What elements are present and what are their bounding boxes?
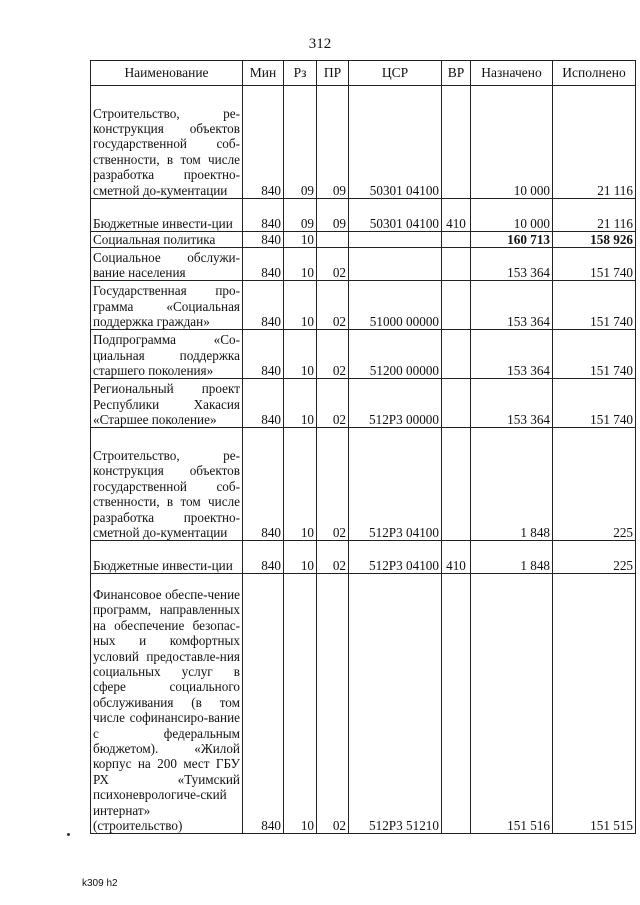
table-header-row	[91, 61, 636, 86]
cell-pr: 09	[317, 199, 349, 232]
cell-pr: 02	[317, 379, 349, 428]
header-rz: Рз	[284, 61, 317, 86]
cell-name: Строительство, ре-конструкция объектов государственной соб-ственности, в том числе разработка проектно-сметной до-кументации	[91, 86, 243, 199]
cell-min: 840	[243, 330, 284, 379]
table-row	[91, 281, 636, 330]
table-row	[91, 248, 636, 281]
cell-executed: 151 515	[553, 574, 636, 834]
cell-name: Государственная про-грамма «Социальная поддержка граждан»	[91, 281, 243, 330]
cell-min: 840	[243, 541, 284, 574]
cell-pr: 09	[317, 86, 349, 199]
cell-csr	[349, 232, 442, 248]
cell-rz: 10	[284, 541, 317, 574]
cell-csr: 50301 04100	[349, 86, 442, 199]
cell-name: Строительство, ре-конструкция объектов государственной соб-ственности, в том числе разработка проектно-сметной до-кументации	[91, 428, 243, 541]
cell-csr	[349, 248, 442, 281]
cell-csr: 512Р3 51210	[349, 574, 442, 834]
table-row	[91, 574, 636, 834]
cell-name: Подпрограмма «Со-циальная поддержка старшего поколения»	[91, 330, 243, 379]
cell-pr: 02	[317, 574, 349, 834]
cell-rz: 09	[284, 199, 317, 232]
cell-vr: 410	[442, 199, 471, 232]
cell-vr	[442, 574, 471, 834]
cell-vr	[442, 86, 471, 199]
cell-name: Бюджетные инвести-ции	[91, 199, 243, 232]
cell-pr	[317, 232, 349, 248]
cell-min: 840	[243, 232, 284, 248]
cell-assigned: 151 516	[471, 574, 553, 834]
cell-assigned: 153 364	[471, 281, 553, 330]
cell-min: 840	[243, 574, 284, 834]
cell-executed: 21 116	[553, 86, 636, 199]
cell-vr	[442, 379, 471, 428]
header-vr: ВР	[442, 61, 471, 86]
cell-rz: 10	[284, 428, 317, 541]
cell-min: 840	[243, 281, 284, 330]
header-name: Наименование	[91, 61, 243, 86]
cell-min: 840	[243, 248, 284, 281]
cell-vr	[442, 248, 471, 281]
table-body	[91, 86, 636, 834]
cell-assigned: 153 364	[471, 330, 553, 379]
cell-executed: 158 926	[553, 232, 636, 248]
cell-csr: 512Р3 04100	[349, 541, 442, 574]
cell-name: Социальная политика	[91, 232, 243, 248]
table-row	[91, 428, 636, 541]
table-row	[91, 541, 636, 574]
header-executed: Исполнено	[553, 61, 636, 86]
cell-csr: 512Р3 00000	[349, 379, 442, 428]
cell-pr: 02	[317, 248, 349, 281]
cell-assigned: 1 848	[471, 428, 553, 541]
cell-csr: 51200 00000	[349, 330, 442, 379]
header-csr: ЦСР	[349, 61, 442, 86]
cell-csr: 51000 00000	[349, 281, 442, 330]
cell-executed: 225	[553, 428, 636, 541]
cell-assigned: 160 713	[471, 232, 553, 248]
cell-executed: 151 740	[553, 281, 636, 330]
cell-min: 840	[243, 428, 284, 541]
cell-min: 840	[243, 86, 284, 199]
footer-code: k309 h2	[82, 878, 118, 889]
table-row	[91, 199, 636, 232]
scan-speck	[67, 833, 70, 836]
table-row	[91, 330, 636, 379]
table-row	[91, 86, 636, 199]
cell-csr: 50301 04100	[349, 199, 442, 232]
cell-executed: 225	[553, 541, 636, 574]
cell-vr: 410	[442, 541, 471, 574]
header-min: Мин	[243, 61, 284, 86]
page-number: 312	[308, 36, 332, 52]
cell-rz: 10	[284, 379, 317, 428]
header-assigned: Назначено	[471, 61, 553, 86]
cell-assigned: 10 000	[471, 199, 553, 232]
cell-rz: 09	[284, 86, 317, 199]
cell-vr	[442, 232, 471, 248]
cell-vr	[442, 281, 471, 330]
cell-pr: 02	[317, 428, 349, 541]
cell-name: Финансовое обеспе-чение программ, направленных на обеспечение безопас-ных и комфортных условий предоставле-ния социальных услуг в сфере социального обслуживания (в том числе софинансиро-вание с федеральным бюджетом). «Жилой корпус на 200 мест ГБУ РХ «Туимский психоневрологиче-ский интернат» (строительство)	[91, 574, 243, 834]
cell-executed: 151 740	[553, 330, 636, 379]
budget-table	[90, 60, 636, 834]
table-row	[91, 379, 636, 428]
cell-name: Бюджетные инвести-ции	[91, 541, 243, 574]
cell-assigned: 1 848	[471, 541, 553, 574]
cell-rz: 10	[284, 574, 317, 834]
cell-rz: 10	[284, 281, 317, 330]
cell-min: 840	[243, 379, 284, 428]
cell-assigned: 153 364	[471, 248, 553, 281]
cell-pr: 02	[317, 541, 349, 574]
header-pr: ПР	[317, 61, 349, 86]
cell-pr: 02	[317, 330, 349, 379]
cell-min: 840	[243, 199, 284, 232]
cell-vr	[442, 330, 471, 379]
cell-executed: 151 740	[553, 248, 636, 281]
cell-rz: 10	[284, 248, 317, 281]
cell-executed: 151 740	[553, 379, 636, 428]
cell-executed: 21 116	[553, 199, 636, 232]
cell-name: Региональный проект Республики Хакасия «Старшее поколение»	[91, 379, 243, 428]
cell-csr: 512Р3 04100	[349, 428, 442, 541]
cell-pr: 02	[317, 281, 349, 330]
cell-rz: 10	[284, 330, 317, 379]
cell-assigned: 153 364	[471, 379, 553, 428]
cell-name: Социальное обслужи-вание населения	[91, 248, 243, 281]
cell-assigned: 10 000	[471, 86, 553, 199]
cell-vr	[442, 428, 471, 541]
cell-rz: 10	[284, 232, 317, 248]
table-row	[91, 232, 636, 248]
